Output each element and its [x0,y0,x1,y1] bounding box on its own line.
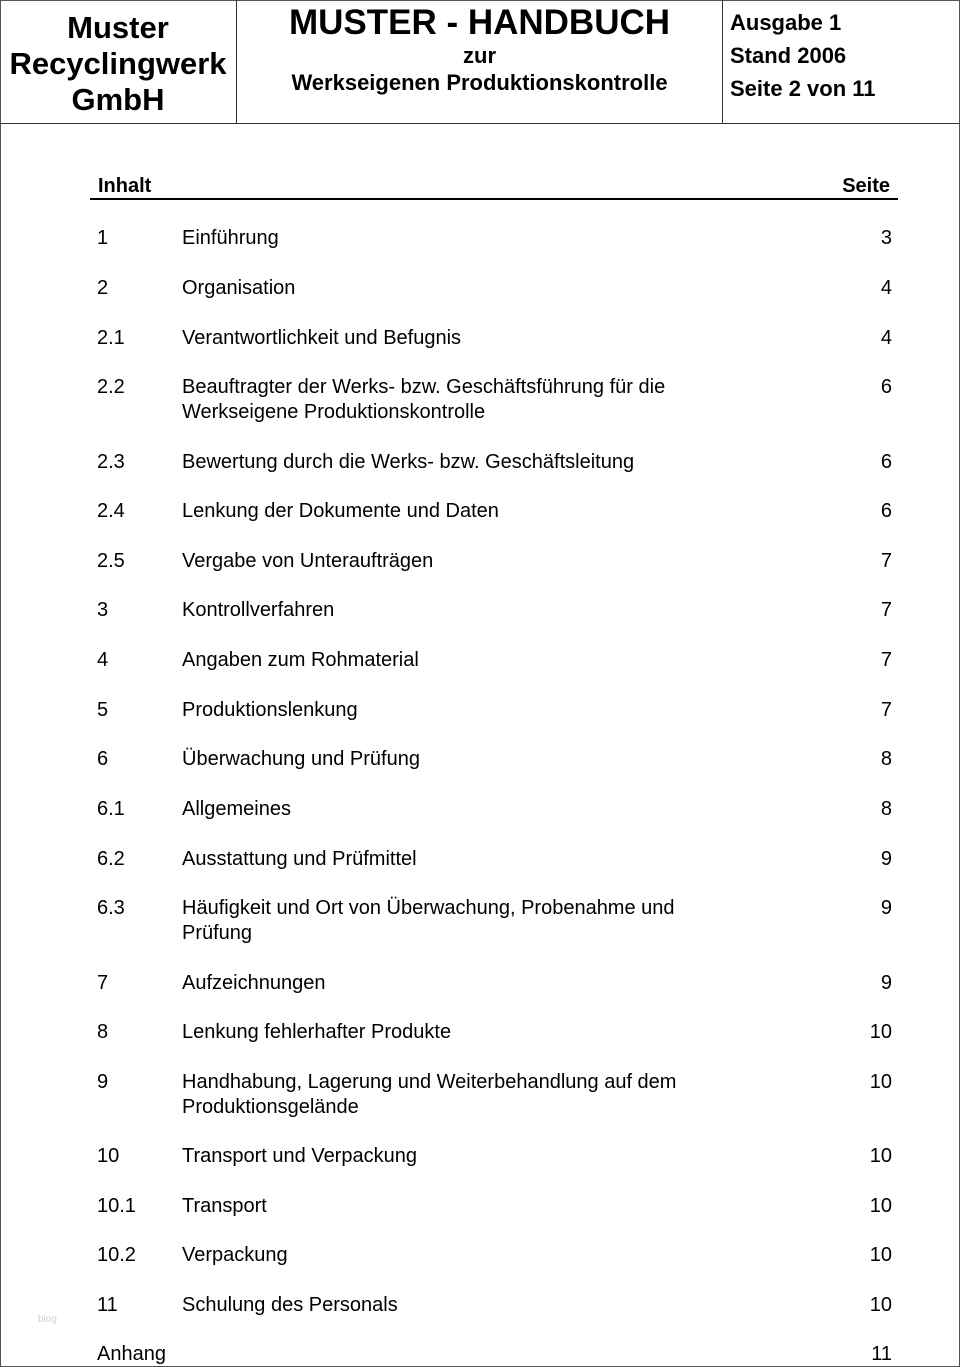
company-name [0,0,237,123]
toc-entry-page: 7 [880,599,892,621]
toc-entry-title: Organisation [182,277,296,299]
toc-entry-page: 6 [880,500,892,522]
toc-entry-number: 3 [97,599,109,621]
toc-entry-page: 7 [880,550,892,572]
toc-entry-title: Überwachung und Prüfung [182,748,420,770]
toc-entry-title: Ausstattung und Prüfmittel [182,848,417,870]
toc-entry-page: 3 [880,227,892,249]
toc-entry-title-line: Häufigkeit und Ort von Überwachung, Probenahme und [182,897,675,919]
company-line: GmbH [71,81,165,117]
document-title: MUSTER - HANDBUCH [288,3,671,42]
toc-entry-number: 10 [97,1145,120,1167]
toc-entry-page: 10 [869,1195,892,1217]
toc-heading-page: Seite [842,175,890,197]
toc-entry-title: Transport und Verpackung [182,1145,417,1167]
edition: Ausgabe 1 [730,10,842,35]
toc-entry-title: Vergabe von Unteraufträgen [182,550,434,572]
toc-entry-title: Lenkung fehlerhafter Produkte [182,1021,452,1043]
toc-entry-number: 1 [97,227,109,249]
document-header [0,0,960,124]
toc-entry-number: 11 [97,1294,118,1316]
toc-entry-title: Schulung des Personals [182,1294,398,1316]
toc-entry-page: 9 [880,972,892,994]
document-title-block [237,0,723,123]
toc-entry-title-line: Beauftragter der Werks- bzw. Geschäftsführung für die [182,376,666,398]
toc-entry-page: 4 [880,277,892,299]
toc-entry-title: Einführung [182,227,279,249]
toc-entry-number: 10.2 [97,1244,136,1266]
toc-heading-label: Inhalt [98,175,152,197]
toc-entry-page: 7 [880,699,892,721]
toc-entry-page: 10 [869,1071,892,1093]
document-meta [723,0,960,123]
toc-entry-number: 2.1 [97,327,125,349]
toc-entry-number: 8 [97,1021,109,1043]
toc-entry-number: 6.1 [97,798,125,820]
toc-entry-page: 6 [880,451,892,473]
company-line: Recyclingwerk [9,45,227,81]
toc-entry-title: Produktionslenkung [182,699,358,721]
toc-entry-number: 2.4 [97,500,125,522]
toc-entry-page: 6 [880,376,892,398]
status: Stand 2006 [730,43,847,68]
toc-entry-number: 2.5 [97,550,125,572]
toc-entry-page: 9 [880,897,892,919]
toc-entry-number: 6.3 [97,897,125,919]
toc-entry-title: Angaben zum Rohmaterial [182,649,419,671]
toc-entry-page: 8 [880,798,892,820]
toc-entry-title: Verpackung [182,1244,288,1266]
toc-appendix-page: 11 [871,1343,892,1365]
toc-entry-title: Verantwortlichkeit und Befugnis [182,327,462,349]
toc-entry-page: 7 [880,649,892,671]
toc-entry-number: 2.2 [97,376,125,398]
document-subtitle: Werkseigenen Produktionskontrolle [291,70,668,95]
toc-appendix-title: Anhang [97,1343,166,1365]
toc-entry-title: Bewertung durch die Werks- bzw. Geschäftsleitung [182,451,635,473]
toc-entry-page: 9 [880,848,892,870]
toc-entry-page: 8 [880,748,892,770]
toc-entry-number: 9 [97,1071,109,1093]
toc-entry-title-line: Produktionsgelände [182,1096,359,1118]
toc-entry-number: 2 [97,277,109,299]
toc-entry-number: 2.3 [97,451,125,473]
toc-entry-number: 4 [97,649,109,671]
toc-entry-number: 10.1 [97,1195,136,1217]
toc-entry-page: 10 [869,1244,892,1266]
document-subtitle: zur [463,43,496,68]
company-line: Muster [67,9,169,45]
toc-entry-page: 10 [869,1294,892,1316]
toc-entry-page: 4 [880,327,892,349]
toc-entry-title [182,1070,742,1120]
toc-entry-number: 6 [97,748,109,770]
toc-entry-title: Transport [182,1195,267,1217]
toc-entry-title-line: Werkseigene Produktionskontrolle [182,401,486,423]
toc-entry-title-line: Prüfung [182,922,253,944]
toc-entry-number: 6.2 [97,848,125,870]
toc-entry-title: Aufzeichnungen [182,972,326,994]
toc-entry-page: 10 [869,1145,892,1167]
page-info: Seite 2 von 11 [730,76,876,101]
toc-entry-title: Kontrollverfahren [182,599,335,621]
toc-entry-number: 7 [97,972,109,994]
toc-entry-title: Allgemeines [182,798,291,820]
toc-entry-title: Lenkung der Dokumente und Daten [182,500,499,522]
toc-heading [90,172,898,200]
toc-entry-title [182,896,742,946]
watermark: blog [38,1314,57,1325]
toc-entry-number: 5 [97,699,109,721]
toc-entry-title-line: Handhabung, Lagerung und Weiterbehandlung auf dem [182,1071,677,1093]
toc-entry-title [182,375,742,425]
toc-entry-page: 10 [869,1021,892,1043]
